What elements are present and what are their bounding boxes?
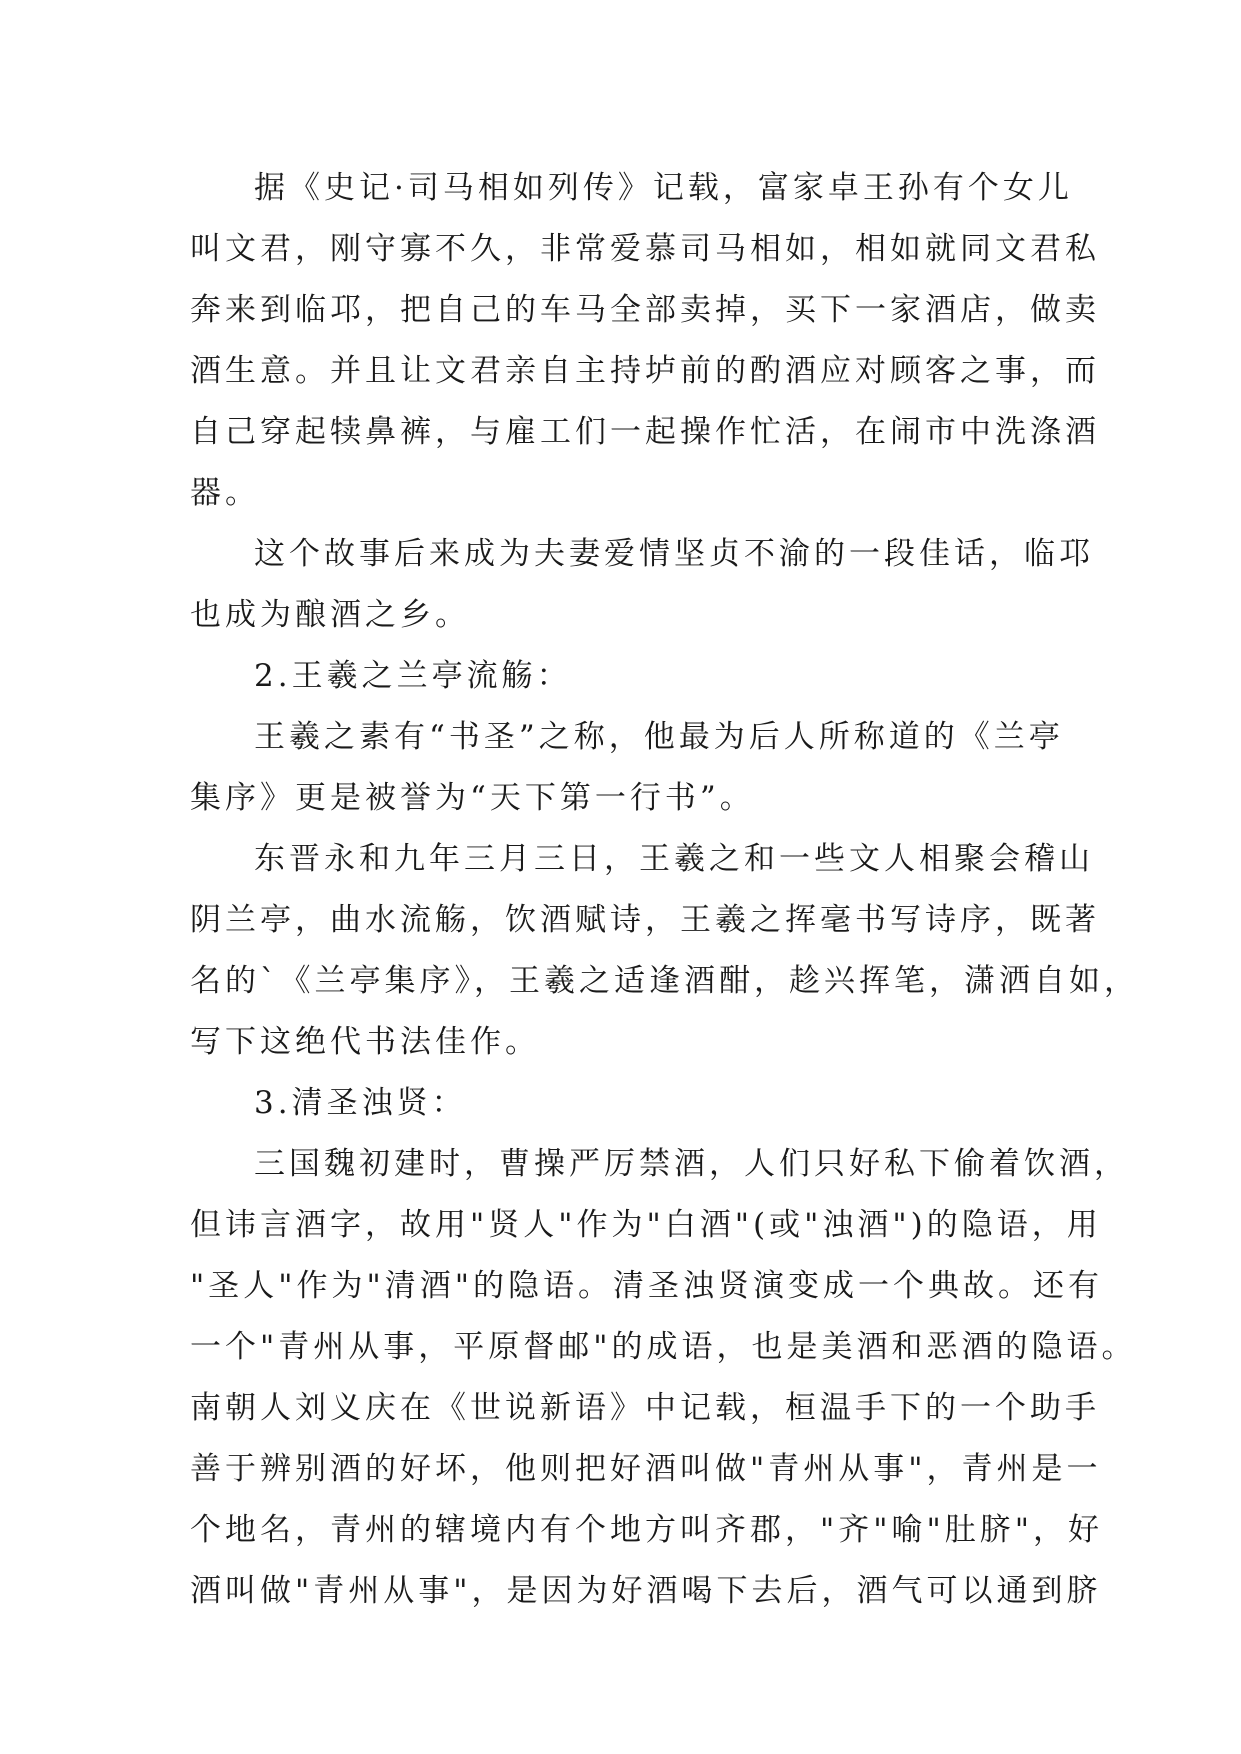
text-line: 阴兰亭，曲水流觞，饮酒赋诗，王羲之挥毫书写诗序，既著: [190, 902, 1100, 938]
text-line: 叫文君，刚守寡不久，非常爱慕司马相如，相如就同文君私: [190, 231, 1100, 267]
text-line: 王羲之素有“书圣”之称，他最为后人所称道的《兰亭: [254, 719, 1064, 755]
text-line: "圣人"作为"清酒"的隐语。清圣浊贤演变成一个典故。还有: [190, 1268, 1104, 1304]
text-line: 也成为酿酒之乡。: [190, 597, 470, 633]
text-line: 酒生意。并且让文君亲自主持垆前的酌酒应对顾客之事，而: [190, 353, 1100, 389]
text-line: 但讳言酒字，故用"贤人"作为"白酒"(或"浊酒")的隐语，用: [190, 1207, 1102, 1243]
text-line: 名的`《兰亭集序》，王羲之适逢酒酣，趁兴挥笔，潇洒自如，: [190, 963, 1139, 999]
text-line: 3.清圣浊贤：: [254, 1085, 467, 1121]
document-body: [190, 158, 1139, 1622]
text-line: 东晋永和九年三月三日，王羲之和一些文人相聚会稽山: [254, 841, 1094, 877]
text-line: 南朝人刘义庆在《世说新语》中记载，桓温手下的一个助手: [190, 1390, 1100, 1426]
text-line: 据《史记·司马相如列传》记载，富家卓王孙有个女儿: [254, 170, 1073, 206]
text-line: 集序》更是被誉为“天下第一行书”。: [190, 780, 755, 816]
text-line: 酒叫做"青州从事"，是因为好酒喝下去后，酒气可以通到脐: [190, 1573, 1102, 1609]
text-line: 2.王羲之兰亭流觞：: [254, 658, 572, 694]
text-line: 个地名，青州的辖境内有个地方叫齐郡，"齐"喻"肚脐"，好: [190, 1512, 1104, 1548]
text-line: 三国魏初建时，曹操严厉禁酒，人们只好私下偷着饮酒，: [254, 1146, 1129, 1182]
text-line: 善于辨别酒的好坏，他则把好酒叫做"青州从事"，青州是一: [190, 1451, 1102, 1487]
text-line: 这个故事后来成为夫妻爱情坚贞不渝的一段佳话，临邛: [254, 536, 1094, 572]
text-line: 一个"青州从事，平原督邮"的成语，也是美酒和恶酒的隐语。: [190, 1329, 1137, 1365]
text-line: 器。: [190, 475, 260, 511]
text-line: 奔来到临邛，把自己的车马全部卖掉，买下一家酒店，做卖: [190, 292, 1100, 328]
text-line: 写下这绝代书法佳作。: [190, 1024, 540, 1060]
text-line: 自己穿起犊鼻裤，与雇工们一起操作忙活，在闹市中洗涤酒: [190, 414, 1100, 450]
